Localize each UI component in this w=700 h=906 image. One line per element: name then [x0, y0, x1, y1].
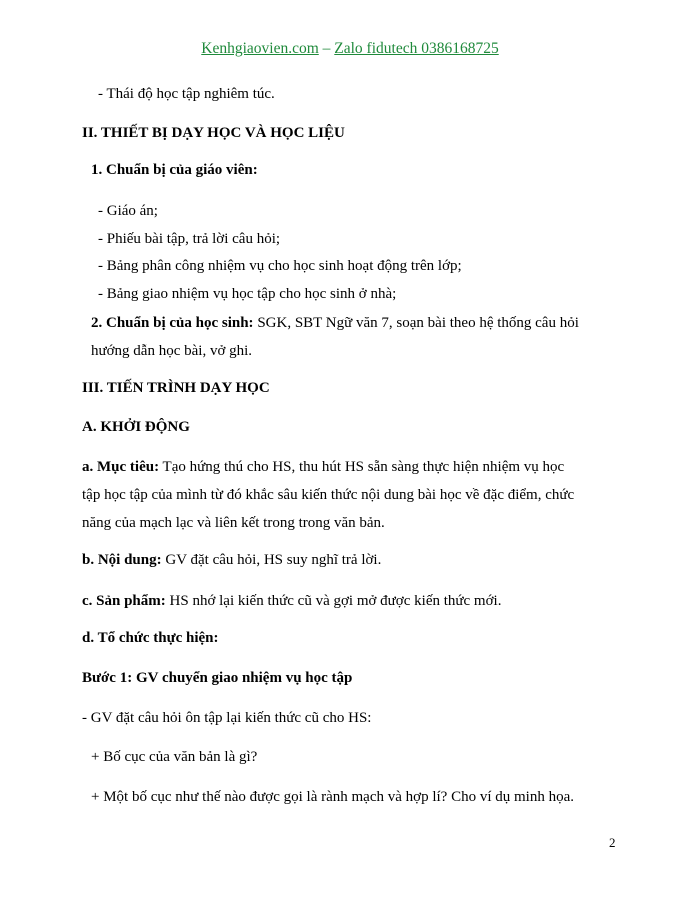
page-number: 2 — [609, 835, 616, 850]
student-prep-label: 2. Chuẩn bị của học sinh: — [91, 315, 254, 331]
question-item: + Một bố cục như thế nào được gọi là rành mạch và hợp lí? Cho ví dụ minh họa. — [91, 789, 574, 805]
teacher-prep-item: - Phiếu bài tập, trả lời câu hỏi; — [98, 231, 281, 247]
organization-heading: d. Tổ chức thực hiện: — [82, 630, 219, 646]
product-label: c. Sản phẩm: — [82, 593, 166, 609]
page-header — [0, 39, 700, 59]
teacher-prep-item: - Bảng giao nhiệm vụ học tập cho học sinh ở nhà; — [98, 286, 397, 302]
teacher-prep-item: - Bảng phân công nhiệm vụ cho học sinh hoạt động trên lớp; — [98, 258, 462, 274]
objective-line: a. Mục tiêu: Tạo hứng thú cho HS, thu hút HS sẵn sàng thực hiện nhiệm vụ học — [82, 459, 565, 475]
student-prep-line: 2. Chuẩn bị của học sinh: SGK, SBT Ngữ văn 7, soạn bài theo hệ thống câu hỏi — [91, 315, 579, 331]
header-separator: – — [318, 40, 335, 57]
product-line: c. Sản phẩm: HS nhớ lại kiến thức cũ và gợi mở được kiến thức mới. — [82, 593, 502, 609]
question-item: + Bố cục của văn bản là gì? — [91, 749, 258, 765]
content-label: b. Nội dung: — [82, 552, 162, 568]
objective-continued: tập học tập của mình từ đó khắc sâu kiến thức nội dung bài học về đặc điểm, chức — [82, 487, 575, 503]
step-1-heading: Bước 1: GV chuyển giao nhiệm vụ học tập — [82, 670, 353, 686]
section-heading-process: III. TIẾN TRÌNH DẠY HỌC — [82, 380, 270, 396]
section-heading-equipment: II. THIẾT BỊ DẠY HỌC VÀ HỌC LIỆU — [82, 125, 345, 141]
objective-label: a. Mục tiêu: — [82, 459, 160, 475]
objective-continued: năng của mạch lạc và liên kết trong trong văn bản. — [82, 515, 385, 531]
attitude-line: - Thái độ học tập nghiêm túc. — [98, 86, 275, 102]
student-prep-continued: hướng dẫn học bài, vở ghi. — [91, 343, 253, 359]
header-contact-link[interactable]: Zalo fidutech 0386168725 — [334, 40, 499, 57]
header-site-link[interactable]: Kenhgiaovien.com — [201, 40, 319, 57]
teacher-prep-heading: 1. Chuẩn bị của giáo viên: — [91, 162, 258, 178]
question-intro: - GV đặt câu hỏi ôn tập lại kiến thức cũ cho HS: — [82, 710, 372, 726]
teacher-prep-item: - Giáo án; — [98, 203, 158, 219]
subsection-heading-warmup: A. KHỞI ĐỘNG — [82, 419, 190, 435]
content-line: b. Nội dung: GV đặt câu hỏi, HS suy nghĩ trả lời. — [82, 552, 382, 568]
